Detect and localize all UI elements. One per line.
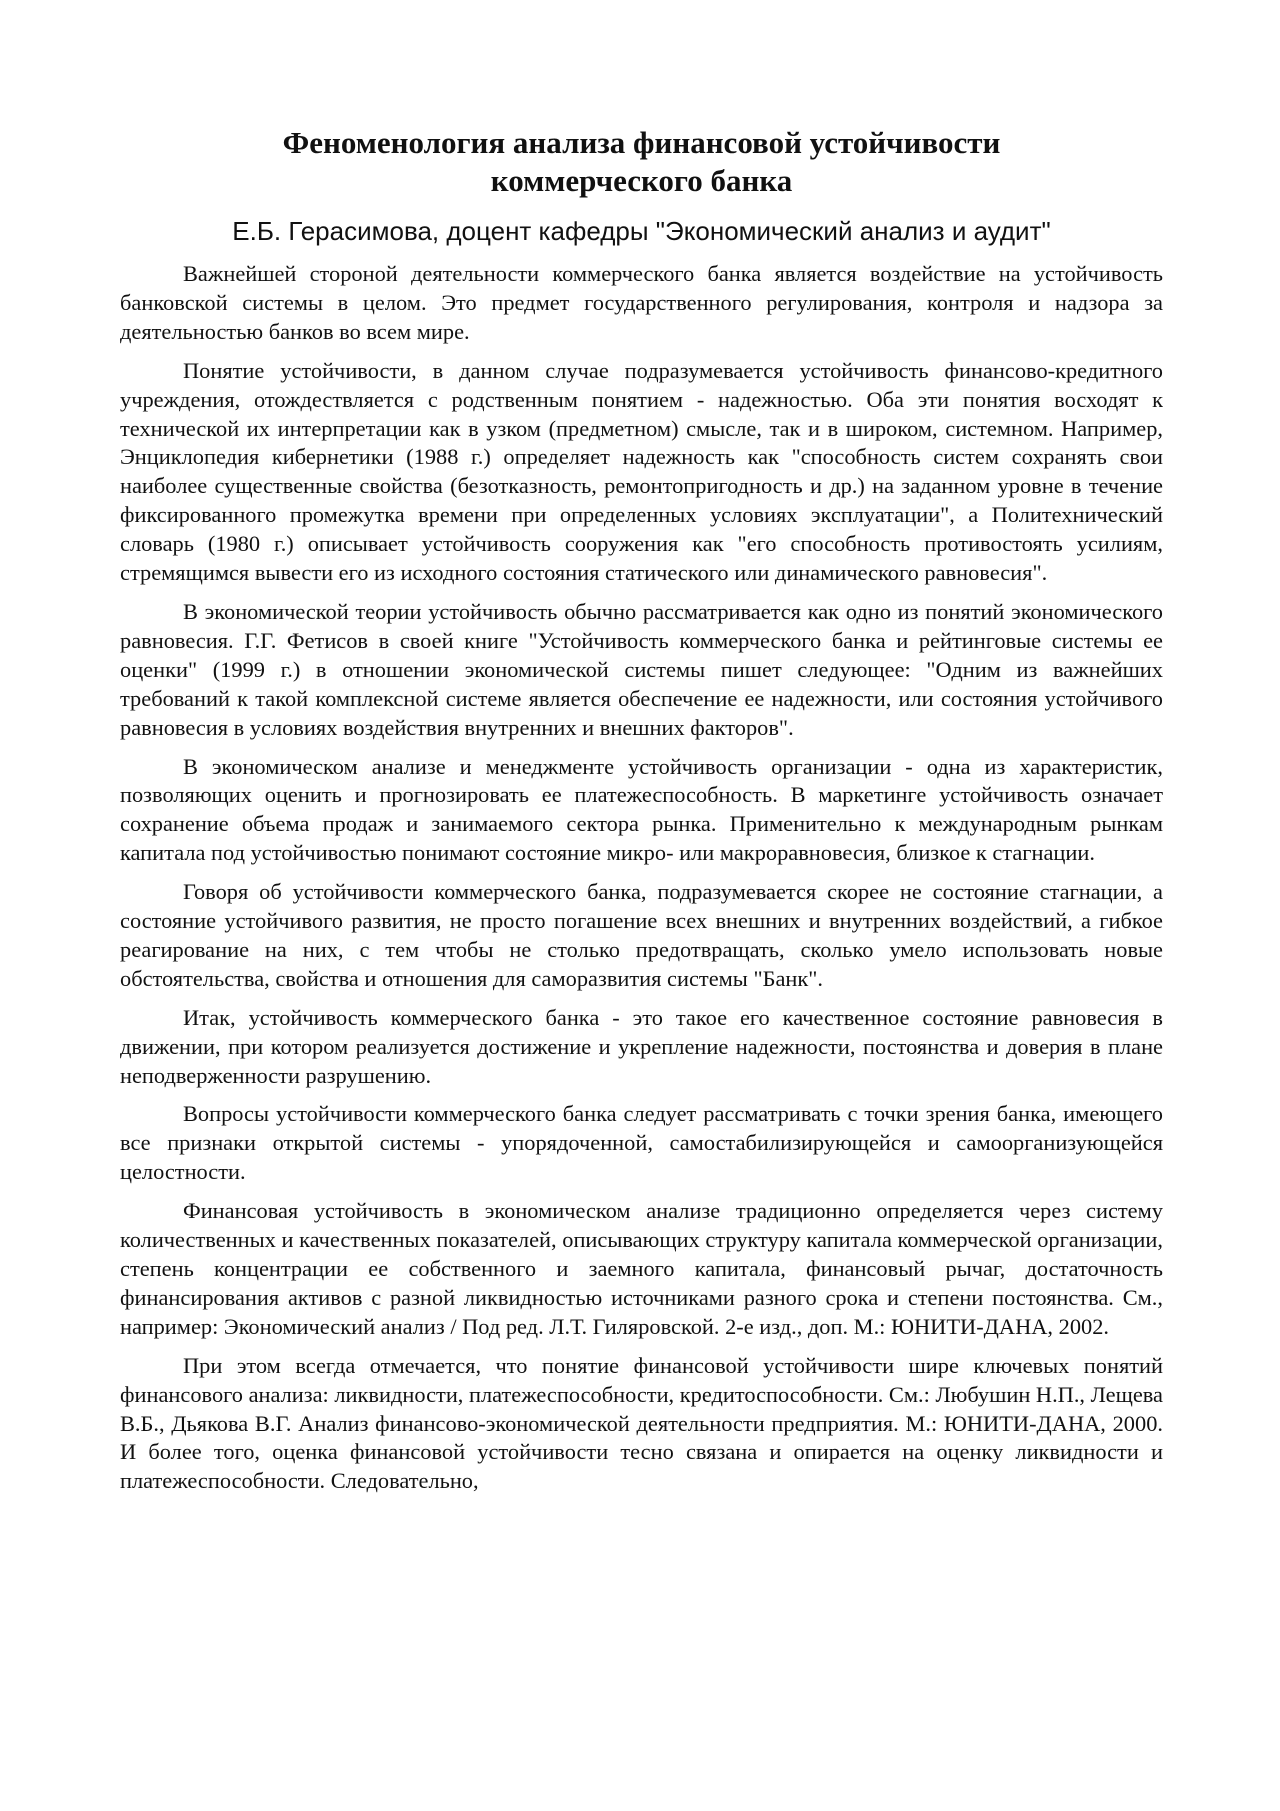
paragraph-1: Важнейшей стороной деятельности коммерческого банка является воздействие на устойчивость банковской системы в целом. Это предмет государственного регулирования, контроля и надзора за деятельностью банков во всем мире. — [120, 261, 1163, 344]
paragraph-3: В экономической теории устойчивость обычно рассматривается как одно из понятий экономического равновесия. Г.Г. Фетисов в своей книге "Устойчивость коммерческого банка и рейтинговые системы ее оценки" (1999 г.) в отношении экономической системы пишет следующее: "Одним из важнейших требований к такой комплексной системе является обеспечение ее надежности, или состояния устойчивого равновесия в условиях воздействия внутренних и внешних факторов". — [120, 598, 1163, 740]
document-page — [120, 0, 1163, 1811]
paragraph-6: Итак, устойчивость коммерческого банка - это такое его качественное состояние равновесия в движении, при котором реализуется достижение и укрепление надежности, постоянства и доверия в плане неподверженности разрушению. — [120, 1004, 1163, 1088]
paragraph-2: Понятие устойчивости, в данном случае подразумевается устойчивость финансово-кредитного учреждения, отождествляется с родственным понятием - надежностью. Оба эти понятия восходят к технической их интерпретации как в узком (предметном) смысле, так и в широком, системном. Например, Энциклопедия кибернетики (1988 г.) определяет надежность как "способность систем сохранять свои наиболее существенные свойства (безотказность, ремонтопригодность и др.) на заданном уровне в течение фиксированного промежутка времени при определенных условиях эксплуатации", а Политехнический словарь (1980 г.) описывает устойчивость сооружения как "его способность противостоять усилиям, стремящимся вывести его из исходного состояния статического или динамического равновесия". — [120, 357, 1163, 586]
title-line-2: коммерческого банка — [490, 163, 793, 198]
title-line-1: Феноменология анализа финансовой устойчивости — [282, 125, 1001, 160]
paragraph-4: В экономическом анализе и менеджменте устойчивость организации - одна из характеристик, позволяющих оценить и прогнозировать ее платежеспособность. В маркетинге устойчивость означает сохранение объема продаж и занимаемого сектора рынка. Применительно к международным рынкам капитала под устойчивостью понимают состояние микро- или макроравновесия, близкое к стагнации. — [120, 753, 1163, 866]
author-line: Е.Б. Герасимова, доцент кафедры "Экономический анализ и аудит" — [232, 216, 1051, 246]
paragraph-7: Вопросы устойчивости коммерческого банка следует рассматривать с точки зрения банка, имеющего все признаки открытой системы - упорядоченной, самостабилизирующейся и самоорганизующейся целостности. — [120, 1101, 1163, 1185]
paragraph-5: Говоря об устойчивости коммерческого банка, подразумевается скорее не состояние стагнации, а состояние устойчивого развития, не просто погашение всех внешних и внутренних воздействий, а гибкое реагирование на них, с тем чтобы не столько предотвращать, сколько умело использовать новые обстоятельства, свойства и отношения для саморазвития системы "Банк". — [120, 879, 1163, 991]
document-title — [120, 124, 1163, 200]
paragraph-8: Финансовая устойчивость в экономическом анализе традиционно определяется через систему количественных и качественных показателей, описывающих структуру капитала коммерческой организации, степень концентрации ее собственного и заемного капитала, финансовый рычаг, достаточность финансирования активов с разной ликвидностью источниками разного срока и степени постоянства. См., например: Экономический анализ / Под ред. Л.Т. Гиляровской. 2-е изд., доп. М.: ЮНИТИ-ДАНА, 2002. — [120, 1198, 1163, 1339]
paragraph-9: При этом всегда отмечается, что понятие финансовой устойчивости шире ключевых понятий финансового анализа: ликвидности, платежеспособности, кредитоспособности. См.: Любушин Н.П., Лещева В.Б., Дьякова В.Г. Анализ финансово-экономической деятельности предприятия. М.: ЮНИТИ-ДАНА, 2000. И более того, оценка финансовой устойчивости тесно связана и опирается на оценку ликвидности и платежеспособности. Следовательно, — [120, 1352, 1163, 1494]
